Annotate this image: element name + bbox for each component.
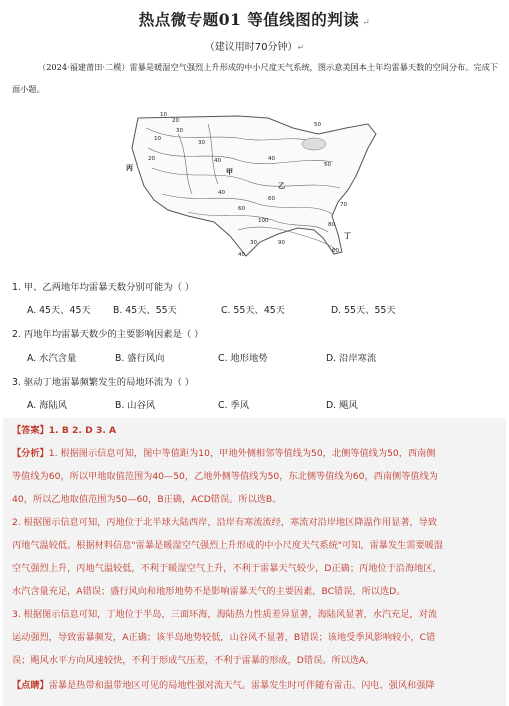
map-label: 10 [154, 136, 161, 142]
map-label: 90 [278, 240, 285, 246]
option-c[interactable]: C. 地形地势 [218, 353, 268, 364]
title-text: 热点微专题01 等值线图的判读 [138, 10, 360, 29]
question-2: 2. 丙地年均雷暴天数少的主要影响因素是（ ） [12, 329, 204, 340]
analysis-line: 空气强烈上升，丙地气温较低，不利于暖湿空气上升，不利于雷暴天气较少，D正确；丙地位于沿海地区， [12, 563, 442, 574]
option-b[interactable]: B. 山谷风 [115, 400, 156, 411]
map-label: 20 [148, 156, 155, 162]
map-label: 40 [214, 158, 221, 164]
answer-key [12, 420, 502, 443]
map-label: 40 [268, 156, 275, 162]
option-d[interactable]: D. 飓风 [326, 400, 358, 411]
option-a[interactable]: A. 45天、45天 [27, 305, 91, 316]
analysis-label: 【分析】 [12, 448, 49, 459]
map-label: 60 [332, 248, 339, 254]
intro-paragraph: （2024·福建莆田·二模）雷暴是暖湿空气强烈上升形成的中小尺度天气系统，图示意美国本土年均雷暴天数的空间分布。完成下面小题。 [12, 62, 498, 94]
analysis-line: 3. 根据图示信息可知，丁地位于半岛，三面环海，海陆热力性质差异显著，海陆风显著，水汽充足，对流 [12, 609, 438, 620]
map-label: 丙 [126, 164, 133, 172]
option-a[interactable]: A. 海陆风 [27, 400, 67, 411]
analysis-line: 等值线为60，所以甲地取值范围为40—50，乙地外侧等值线为50，东北侧等值线为60，西南侧等值线为 [12, 471, 438, 482]
map-label: 60 [268, 196, 275, 202]
map-label: 40 [238, 252, 245, 258]
answer-key-label: 【答案】 [12, 425, 49, 436]
analysis-line: 运动强烈，导致雷暴频发，A正确；该半岛地势较低，山谷风不显著，B错误；该地受季风影响较小，C错 [12, 632, 436, 643]
note-label: 【点睛】 [12, 680, 49, 691]
option-d[interactable]: D. 沿岸寒流 [326, 353, 377, 364]
option-d[interactable]: D. 55天、55天 [331, 305, 396, 316]
analysis-line: 【分析】1. 根据图示信息可知，图中等值距为10，甲地外侧相邻等值线为50，北侧等值线为50，西南侧 [12, 448, 436, 459]
map-label: 30 [250, 240, 257, 246]
map-label: 50 [314, 122, 321, 128]
question-1-options [27, 302, 421, 316]
map-label: 30 [198, 140, 205, 146]
map-label: 100 [258, 218, 269, 224]
map-label: 乙 [278, 182, 285, 190]
analysis-line: 40，所以乙地取值范围为50—60，B正确，ACD错误。所以选B。 [12, 494, 282, 505]
subtitle-text: （建议用时70分钟） [204, 42, 298, 53]
paragraph-mark-icon: ↵ [362, 18, 371, 28]
page-title [0, 8, 509, 30]
map-label: 60 [238, 206, 245, 212]
option-a[interactable]: A. 水汽含量 [27, 353, 77, 364]
thunderstorm-isoline-map [118, 104, 388, 264]
map-label: 丁 [344, 232, 351, 240]
option-c[interactable]: C. 季风 [218, 400, 249, 411]
option-c[interactable]: C. 55天、45天 [221, 305, 285, 316]
map-label: 50 [324, 162, 331, 168]
option-b[interactable]: B. 45天、55天 [113, 305, 177, 316]
map-label: 40 [218, 190, 225, 196]
map-label: 20 [172, 118, 179, 124]
question-3: 3. 驱动丁地雷暴频繁发生的局地环流为（ ） [12, 377, 195, 388]
map-label: 甲 [226, 168, 233, 176]
analysis-line: 丙地气温较低。根据材料信息"雷暴是暖湿空气强烈上升形成的中小尺度天气系统"可知，雷暴发生需要暖湿 [12, 540, 444, 551]
analysis-line: 水汽含量充足，A错误；盛行风向和地形地势不是影响雷暴天气的主要因素，BC错误，所以选D。 [12, 586, 406, 597]
us-outline [132, 116, 376, 256]
note-line: 【点睛】雷暴是热带和温带地区可见的局地性强对流天气。雷暴发生时可伴随有雷击、闪电、强风和强降 [12, 680, 435, 691]
question-3-options [27, 397, 416, 411]
map-label: 70 [340, 202, 347, 208]
paragraph-mark-icon: ↵ [297, 43, 305, 52]
map-label: 80 [328, 222, 335, 228]
great-lakes-shape [302, 138, 326, 150]
question-1: 1. 甲、乙两地年均雷暴天数分别可能为（ ） [12, 282, 195, 293]
analysis-line: 2. 根据图示信息可知，丙地位于北半球大陆西岸，沿岸有寒流流经，寒流对沿岸地区降温作用显著，导致 [12, 517, 438, 528]
answer-key-text: 1. B 2. D 3. A [48, 425, 117, 436]
question-2-options [27, 350, 416, 364]
analysis-line: 误；飓风水平方向风速较快，不利于形成气压差，不利于雷暴的形成，D错误。所以选A。 [12, 655, 375, 666]
map-label: 30 [176, 128, 183, 134]
map-label: 10 [160, 112, 167, 118]
option-b[interactable]: B. 盛行风向 [115, 353, 165, 364]
page-subtitle [0, 38, 509, 53]
